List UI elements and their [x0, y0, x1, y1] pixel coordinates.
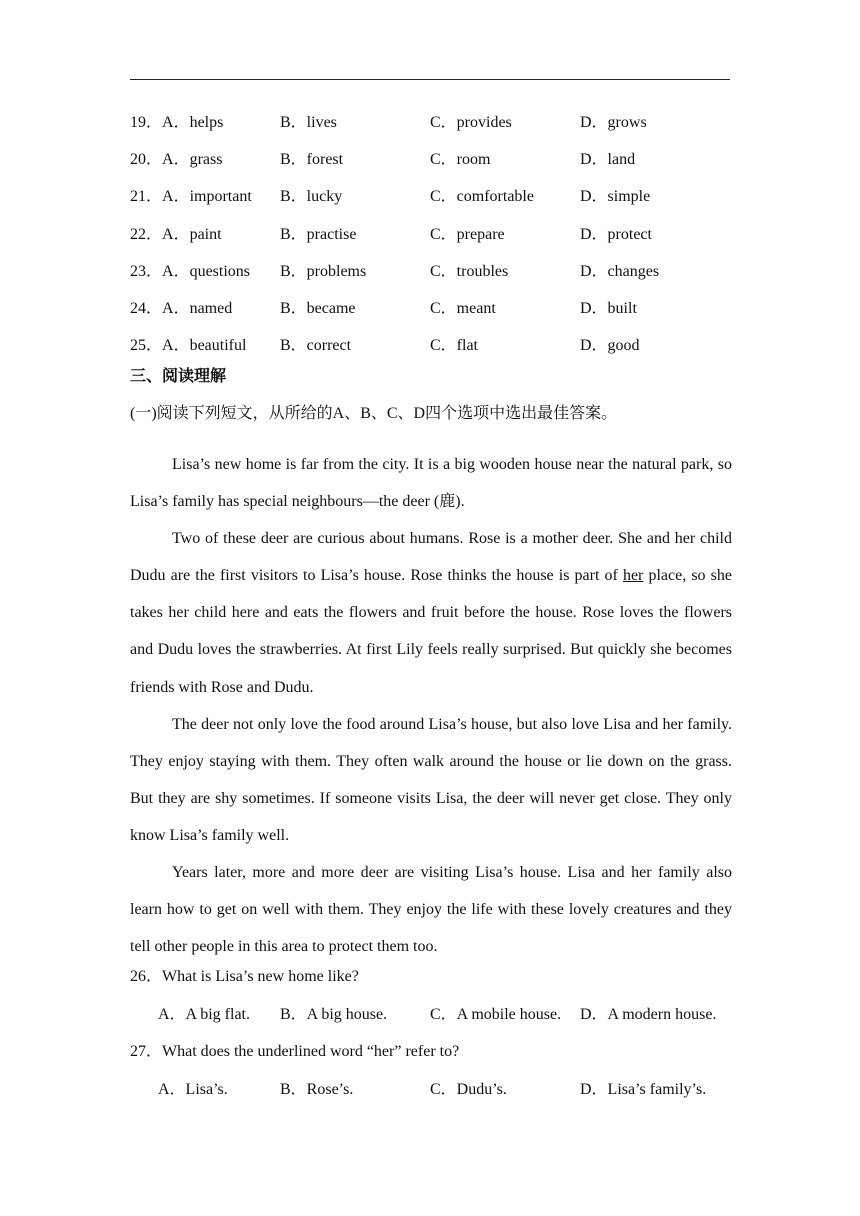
item-number: 21 [130, 188, 146, 206]
section-title: 三、阅读理解 [130, 368, 227, 385]
option-a-text: A．named [162, 299, 233, 317]
mc-item-23 [130, 261, 730, 298]
mc-option-a: 19．A．helps [130, 114, 224, 131]
option-a-text: A．grass [162, 151, 223, 169]
mc-option-b: B．lives [280, 114, 337, 131]
mc-option-a: 24．A．named [130, 299, 233, 317]
mc-option-d: D．simple [580, 188, 651, 206]
mc-option-c: C．troubles [430, 262, 509, 280]
mc-option-b: B．became [280, 299, 356, 317]
mc-option-b: B．lucky [280, 188, 343, 206]
mc-item-19 [130, 112, 730, 149]
mc-option-d: D．protect [580, 225, 652, 243]
item-number: 22 [130, 225, 146, 243]
mc-option-d: D．land [580, 151, 636, 169]
passage-paragraph-4: Years later, more and more deer are visiting Lisa’s house. Lisa and her family also learn how to get on well with them. They enjoy the life with these lovely creatures and they tell other people in this area to protect them too. [130, 864, 732, 956]
mc-option-d: D．good [580, 337, 640, 355]
option-a-text: A．helps [162, 114, 224, 131]
option-b: B．A big house. [280, 1006, 388, 1023]
mc-option-c: C．provides [430, 114, 512, 131]
mc-item-20 [130, 149, 730, 186]
mc-option-c: C．prepare [430, 225, 505, 243]
mc-option-a: 25．A．beautiful [130, 337, 247, 355]
item-number: 24 [130, 299, 146, 317]
section-instruction: (一)阅读下列短文，从所给的A、B、C、D四个选项中选出最佳答案。 [130, 405, 618, 422]
question-26: 26．What is Lisa’s new home like? [130, 968, 359, 985]
passage-paragraph-1: Lisa’s new home is far from the city. It is a big wooden house near the natural park, so Lisa’s family has special neighbours—the deer (鹿). [130, 456, 732, 511]
mc-option-b: B．practise [280, 225, 357, 243]
question-27: 27．What does the underlined word “her” refer to? [130, 1043, 460, 1060]
option-a: A．A big flat. [158, 1006, 250, 1023]
mc-option-a: 22．A．paint [130, 225, 222, 243]
paragraph-text: Two of these deer are curious about humans. Rose is a mother deer. She and her child Dudu are the first visitors to Lisa’s house. Rose thinks the house is part of [130, 530, 732, 585]
option-d: D．Lisa’s family’s. [580, 1081, 707, 1098]
option-d: D．A modern house. [580, 1006, 717, 1023]
underlined-word: her [622, 567, 644, 585]
option-a-text: A．paint [162, 225, 222, 243]
mc-option-a: 20．A．grass [130, 151, 223, 169]
option-b: B．Rose’s. [280, 1081, 354, 1098]
option-a-text: A．beautiful [162, 337, 247, 355]
mc-option-b: B．correct [280, 337, 352, 355]
passage-paragraph-3: The deer not only love the food around Lisa’s house, but also love Lisa and her family. They enjoy staying with them. They often walk around the house or lie down on the grass. But they are shy sometimes. If someone visits Lisa, the deer will never get close. They only know Lisa’s family well. [130, 715, 732, 844]
item-number: 25 [130, 337, 146, 355]
multiple-choice-options [130, 112, 730, 372]
mc-option-d: D．built [580, 299, 637, 317]
item-number: 20 [130, 151, 146, 169]
mc-option-d: D．changes [580, 262, 660, 280]
option-a-text: A．questions [162, 262, 251, 280]
option-c: C．Dudu’s. [430, 1081, 507, 1098]
mc-option-b: B．forest [280, 151, 344, 169]
mc-option-c: C．flat [430, 337, 478, 355]
option-c: C．A mobile house. [430, 1006, 562, 1023]
item-number: 23 [130, 262, 146, 280]
mc-option-c: C．comfortable [430, 188, 534, 206]
passage-paragraph-2 [130, 520, 732, 705]
mc-option-d: D．grows [580, 114, 647, 131]
mc-option-c: C．room [430, 151, 491, 169]
paragraph-text: place, so she takes her child here and eats the flowers and fruit before the house. Rose loves the flowers and Dudu loves the strawberries. At first Lily feels really surprised. But quickly she becomes friends with Rose and Dudu. [130, 567, 732, 696]
mc-item-21 [130, 186, 730, 223]
mc-option-b: B．problems [280, 262, 367, 280]
header-rule [130, 79, 730, 80]
mc-option-a: 23．A．questions [130, 262, 251, 280]
mc-item-22 [130, 224, 730, 261]
item-number: 19 [130, 114, 146, 131]
option-a: A．Lisa’s. [158, 1081, 228, 1098]
reading-passage [130, 446, 732, 965]
mc-option-a: 21．A．important [130, 188, 252, 206]
mc-item-24 [130, 298, 730, 335]
mc-option-c: C．meant [430, 299, 496, 317]
option-a-text: A．important [162, 188, 252, 206]
